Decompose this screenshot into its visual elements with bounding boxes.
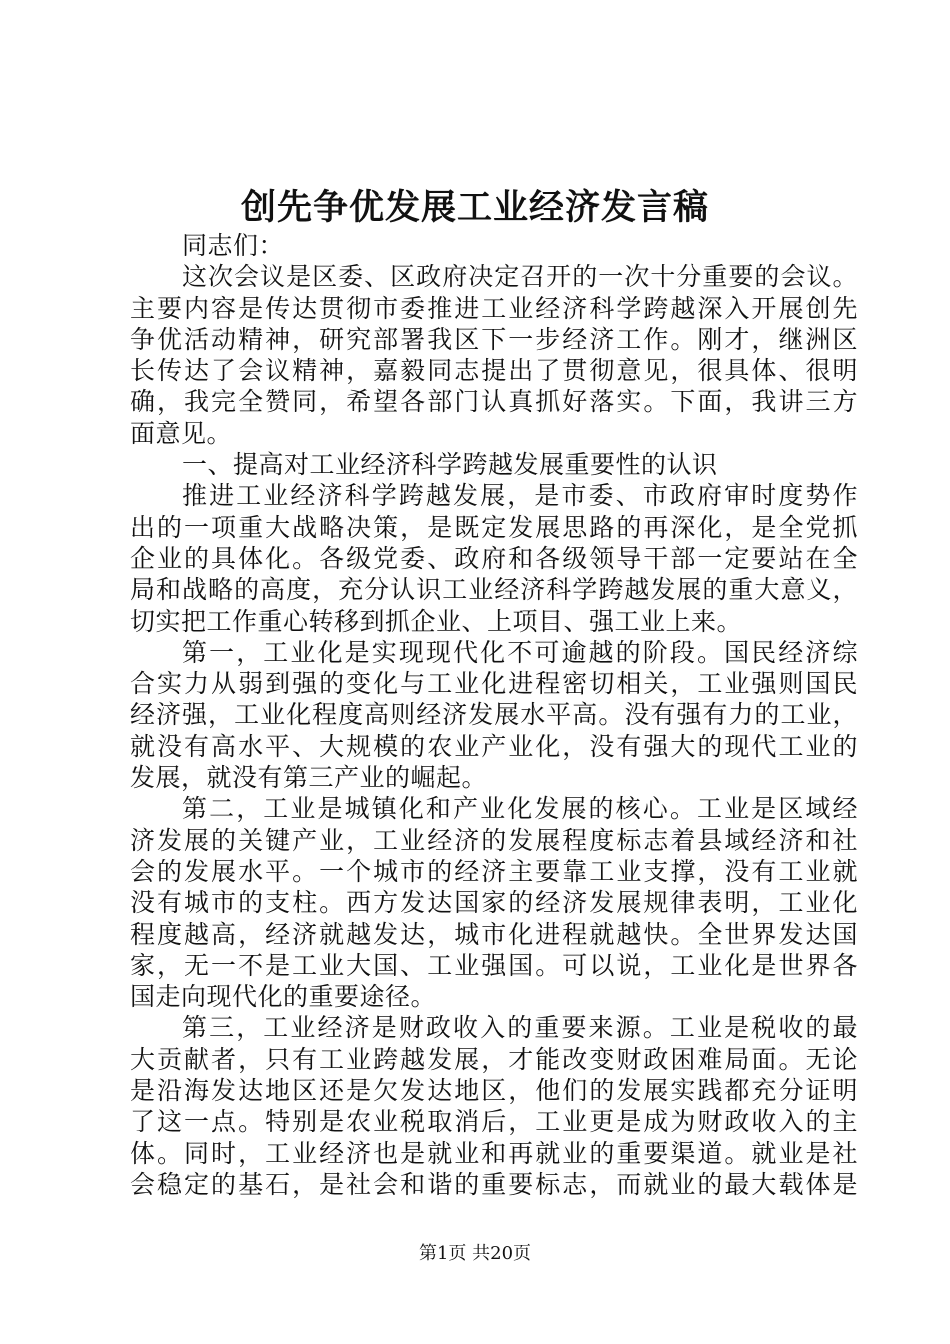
text-line: 会稳定的基石，是社会和谐的重要标志，而就业的最大载体是 (130, 1169, 858, 1199)
text-line: 了这一点。特别是农业税取消后，工业更是成为财政收入的主 (130, 1107, 858, 1137)
text-line: 第三，工业经济是财政收入的重要来源。工业是税收的最 (182, 1013, 858, 1043)
text-line: 家，无一不是工业大国、工业强国。可以说，工业化是世界各 (130, 950, 858, 980)
text-line: 第二，工业是城镇化和产业化发展的核心。工业是区域经 (182, 794, 858, 824)
document-body (130, 230, 858, 1200)
text-line: 没有城市的支柱。西方发达国家的经济发展规律表明，工业化 (130, 888, 858, 918)
text-line: 面意见。 (130, 418, 233, 448)
document-title: 创先争优发展工业经济发言稿 (240, 188, 709, 228)
text-line: 长传达了会议精神，嘉毅同志提出了贯彻意见，很具体、很明 (130, 356, 858, 386)
text-line: 会的发展水平。一个城市的经济主要靠工业支撑，没有工业就 (130, 856, 858, 886)
text-line: 切实把工作重心转移到抓企业、上项目、强工业上来。 (130, 606, 743, 636)
text-line: 推进工业经济科学跨越发展，是市委、市政府审时度势作 (182, 481, 858, 511)
text-line: 经济强，工业化程度高则经济发展水平高。没有强有力的工业， (130, 700, 858, 730)
text-line: 局和战略的高度，充分认识工业经济科学跨越发展的重大意义， (130, 575, 858, 605)
text-line: 是沿海发达地区还是欠发达地区，他们的发展实践都充分证明 (130, 1076, 858, 1106)
text-line: 体。同时，工业经济也是就业和再就业的重要渠道。就业是社 (130, 1138, 858, 1168)
text-line: 企业的具体化。各级党委、政府和各级领导干部一定要站在全 (130, 543, 858, 573)
text-line: 第一，工业化是实现现代化不可逾越的阶段。国民经济综 (182, 637, 858, 667)
text-line: 确，我完全赞同，希望各部门认真抓好落实。下面，我讲三方 (130, 387, 858, 417)
text-line: 发展，就没有第三产业的崛起。 (130, 763, 488, 793)
text-line: 主要内容是传达贯彻市委推进工业经济科学跨越深入开展创先 (130, 293, 858, 323)
text-line: 济发展的关键产业，工业经济的发展程度标志着县域经济和社 (130, 825, 858, 855)
text-line: 同志们： (182, 231, 285, 260)
text-line: 合实力从弱到强的变化与工业化进程密切相关，工业强则国民 (130, 669, 858, 699)
text-line: 就没有高水平、大规模的农业产业化，没有强大的现代工业的 (130, 731, 858, 761)
text-line: 大贡献者，只有工业跨越发展，才能改变财政困难局面。无论 (130, 1044, 858, 1074)
text-line: 争优活动精神，研究部署我区下一步经济工作。刚才，继洲区 (130, 324, 858, 354)
text-line: 出的一项重大战略决策，是既定发展思路的再深化，是全党抓 (130, 512, 858, 542)
text-line: 程度越高，经济就越发达，城市化进程就越快。全世界发达国 (130, 919, 858, 949)
text-line: 国走向现代化的重要途径。 (130, 982, 437, 1012)
text-line: 这次会议是区委、区政府决定召开的一次十分重要的会议。 (182, 262, 858, 292)
page-footer: 第1页 共20页 (418, 1243, 532, 1264)
text-line: 一、提高对工业经济科学跨越发展重要性的认识 (182, 450, 718, 480)
